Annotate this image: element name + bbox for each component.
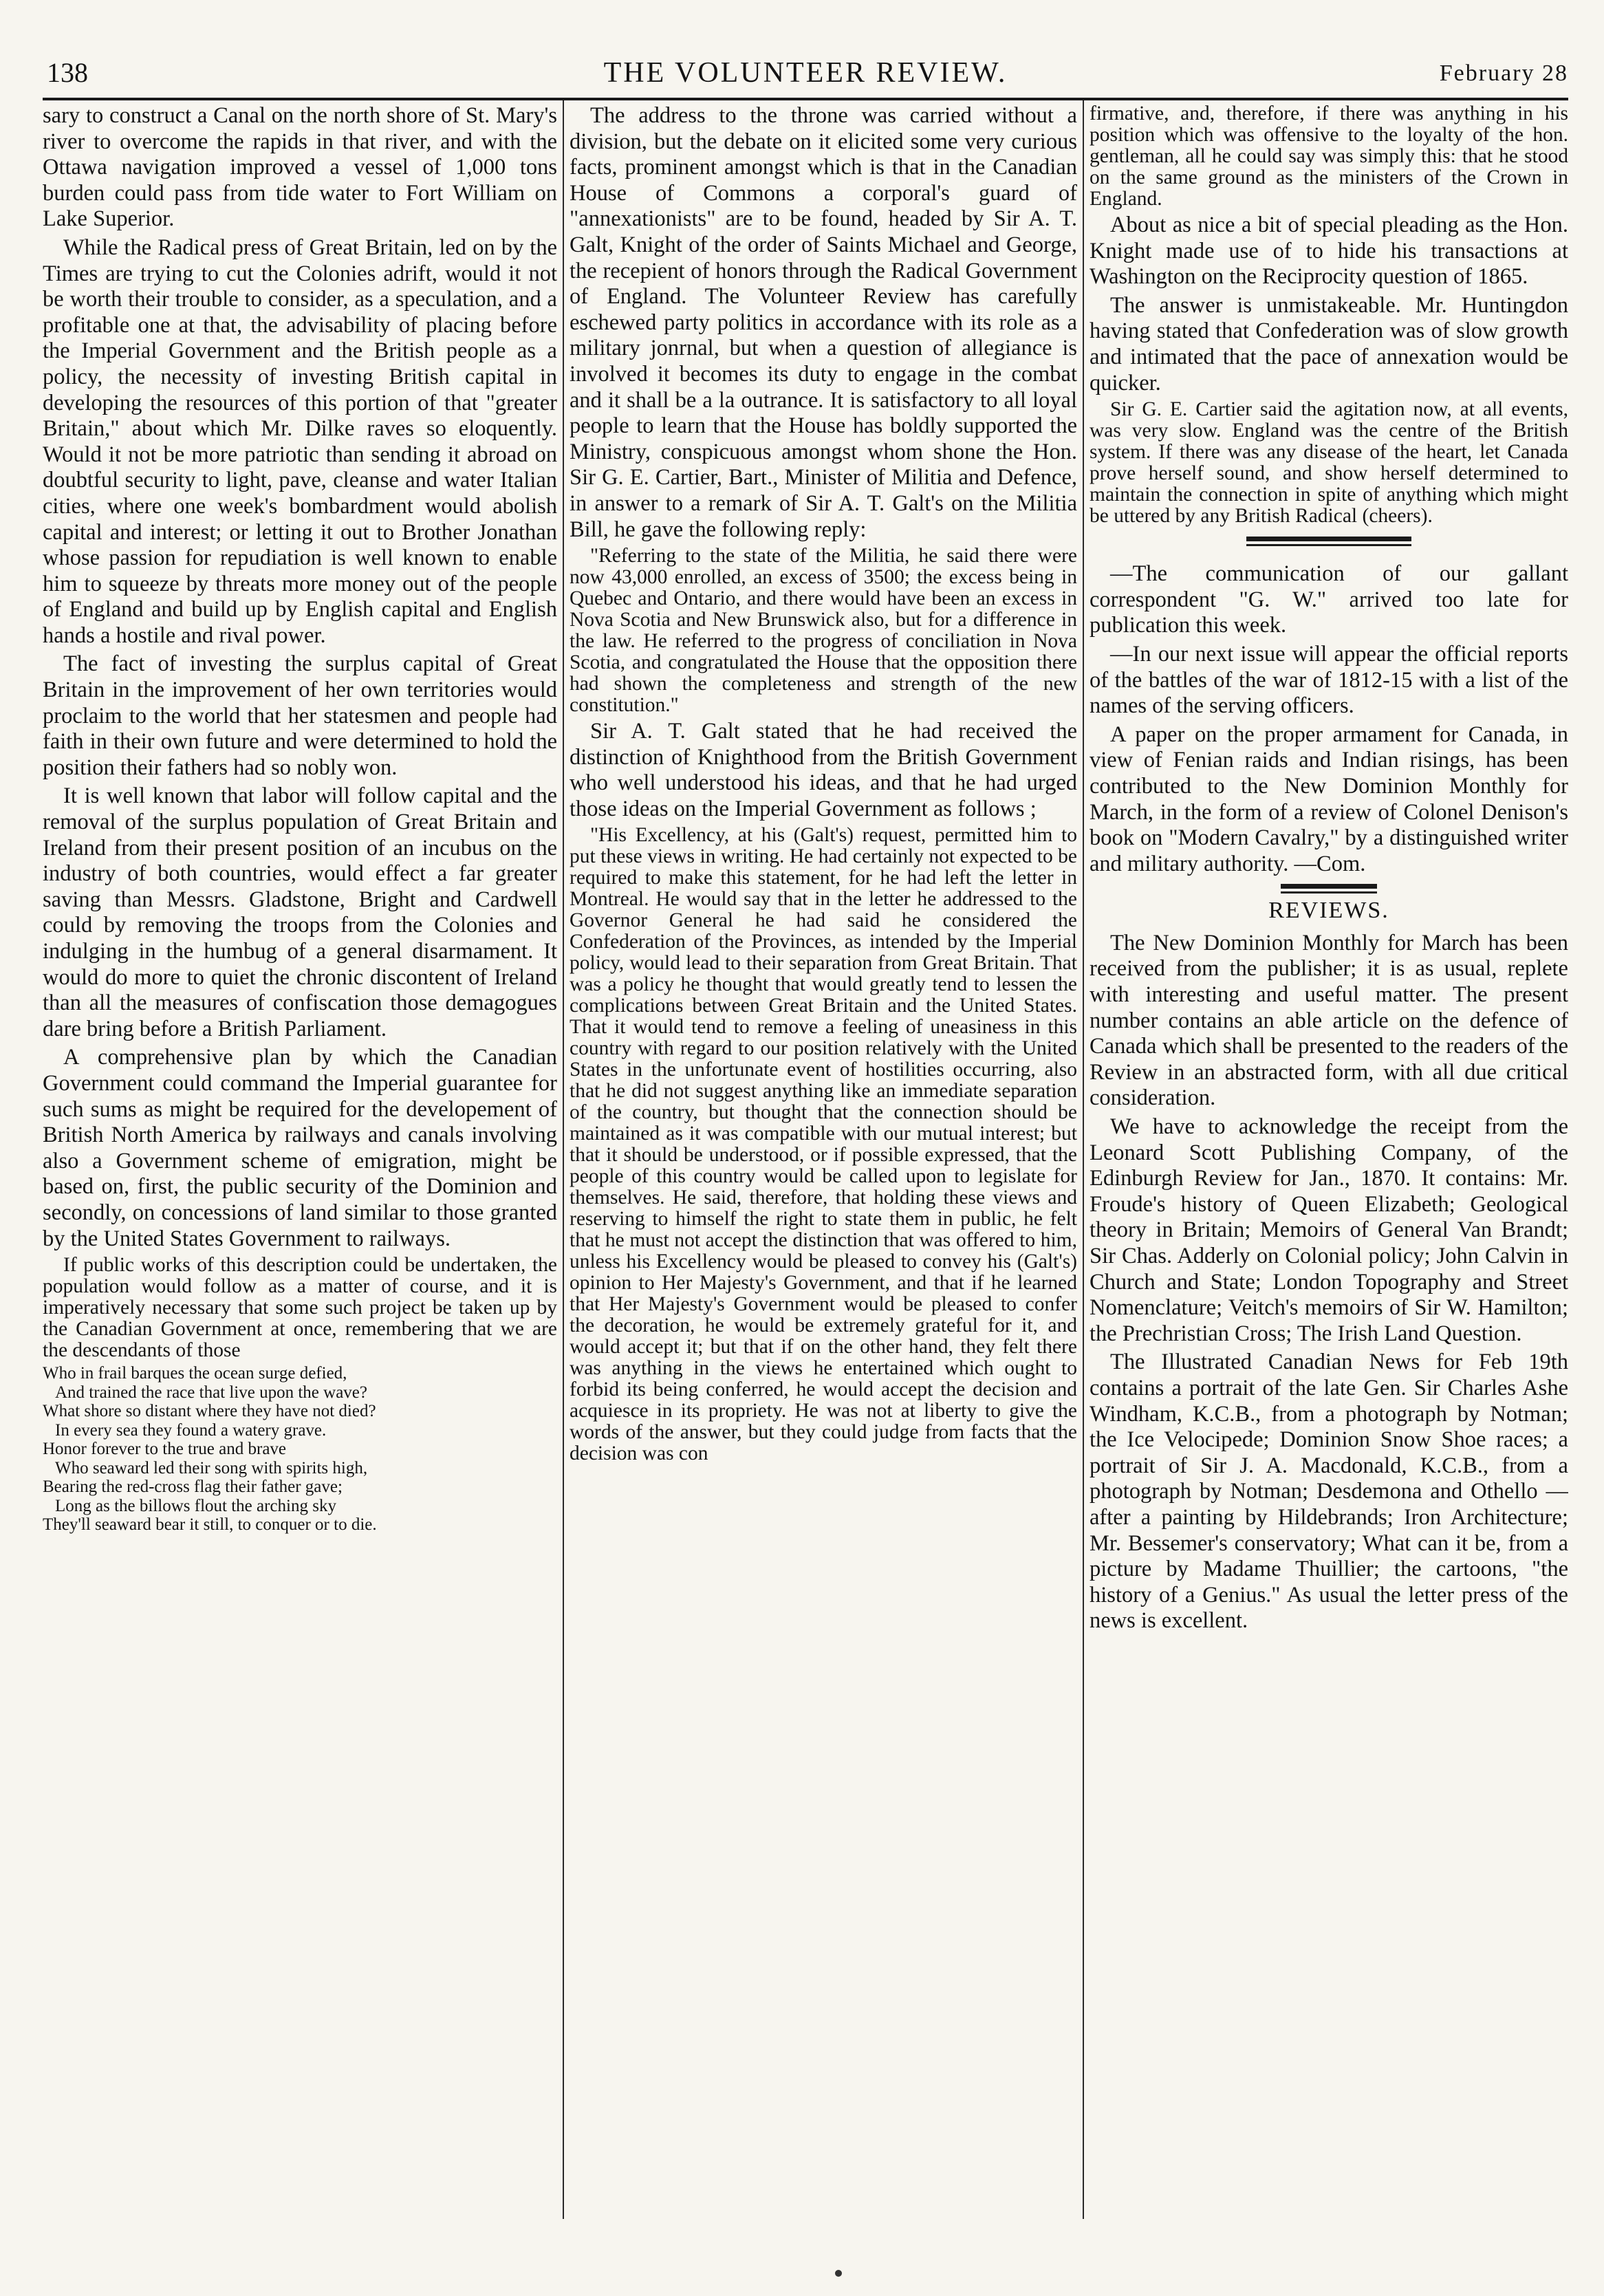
quote-excellency: "His Excellency, at his (Galt's) request, permitted him to put these views in writing. He had certainly not expected to be required to make this statement, for he had left the letter in Montreal. He would say that in the letter he addressed to the Governor General he had said he considered the Confederation of the Provinces, as intended by the Imperial policy, would lead to their separation from Great Britain. That was a policy he thought that would greatly tend to lessen the complications between Great Britain and the United States. That it would tend to remove a feeling of uneasiness in this country with regard to our position relatively with the United States in the unfortunate event of hostilities occurring, also that he did not suggest anything like an immediate separation of the country, but thought that the connection should be maintained as it was compatible with our mutual interest; but that it should be understood, or if possible expressed, that the people of this country would be called upon to legislate for themselves. He said, therefore, that holding these views and reserving to himself the right to state them in public, he felt that he must not accept the distinction that was offered to him, unless his Excellency would be pleased to convey his (Galt's) opinion to Her Majesty's Government, and that if he learned that Her Majesty's Government would be pleased to confer the decoration, he would be extremely grateful for it, and would accept it; but that if on the other hand, they felt there was anything in the views he entertained which ought to forbid its being conferred, he would accept the decision and acquiesce in its propriety. He was not at liberty to give the words of the answer, but they could judge from facts that the decision was con xyxy=(570,824,1077,1465)
notice-armament-paper: A paper on the proper armament for Canada, in view of Fenian raids and Indian risings, has been contributed to the New Dominion Monthly for March, in the form of a review of Colonel Denison's book on "Modern Cavalry," by a distinguished writer and military authority. —Com. xyxy=(1090,722,1568,876)
poem-line: They'll seaward bear it still, to conquer or to die. xyxy=(43,1515,377,1535)
paragraph-address-to-throne: The address to the throne was carried without a division, but the debate on it elicited some very curious facts, prominent amongst which is that in the Canadian House of Commons a corporal's guard of "annexationists" are to be found, headed by Sir A. T. Galt, Knight of the order of Saints Michael and George, the recepient of honors through the Radical Government of England. The Volunteer Review has carefully eschewed party politics in accordance with its role as a military jonrnal, but when a question of allegiance is involved it becomes its duty to engage in the combat and it shall be a la outrance. It is satisfactory to all loyal people to learn that the House has boldly supported the Ministry, conspicuous amongst whom shone the Hon. Sir G. E. Cartier, Bart., Minister of Militia and Defence, in answer to a remark of Sir A. T. Galt's on the Militia Bill, he gave the following reply: xyxy=(570,103,1077,542)
review-illustrated-news: The Illustrated Canadian News for Feb 19th contains a portrait of the late Gen. Sir Charles Ashe Windham, K.C.B., from a photograph by Notman; the Ice Velocipede; Dominion Snow Shoe races; a portrait of Sir J. A. Macdonald, K.C.B., from a photograph by Notman; Desdemona and Othello —after a painting by Hildebrands; Iron Architecture; Mr. Bessemer's conservatory; What can it be, from a picture by Madame Thuillier; the cartoons, "the history of a Genius." As usual the letter press of the news is excellent. xyxy=(1090,1350,1568,1634)
page-header xyxy=(43,56,1568,98)
paragraph-surplus-capital: The fact of investing the surplus capital of Great Britain in the improvement of her own territories would proclaim to the world that her statesmen and people had faith in their own future and were determined to hold the position their fathers had so nobly won. xyxy=(43,651,557,780)
poem-verse xyxy=(43,1364,557,1535)
poem-line: Who seaward led their song with spirits high, xyxy=(55,1458,368,1477)
poem-line: Long as the billows flout the arching sky xyxy=(55,1496,336,1515)
column-divider-1 xyxy=(563,100,564,2219)
poem-line: Bearing the red-cross flag their father gave; xyxy=(43,1477,343,1497)
poem-line: Who in frail barques the ocean surge defied, xyxy=(43,1364,347,1383)
poem-line: In every sea they found a watery grave. xyxy=(55,1420,327,1440)
review-new-dominion: The New Dominion Monthly for March has been received from the publisher; it is as usual, replete with interesting and useful matter. The present number contains an able article on the defence of Canada which shall be presented to the readers of the Review in an abstracted form, with all due critical consideration. xyxy=(1090,930,1568,1111)
paragraph-comprehensive-plan: A comprehensive plan by which the Canadian Government could command the Imperial guarantee for such sums as might be required for the developement of British North America by railways and canals involving also a Government scheme of emigration, might be based on, first, the public security of the Dominion and secondly, on concessions of land similar to those granted by the United States Government to railways. xyxy=(43,1045,557,1251)
reviews-divider xyxy=(1281,884,1377,894)
masthead-title: THE VOLUNTEER REVIEW. xyxy=(603,57,1008,89)
column-divider-2 xyxy=(1083,100,1084,2219)
paragraph-cartier: Sir G. E. Cartier said the agitation now, at all events, was very slow. England was the centre of the British system. If there was any disease of the heart, let Canada prove herself sound, and show herself determined to maintain the connection in spite of anything which might be uttered by any British Radical (cheers). xyxy=(1090,398,1568,528)
reviews-heading: REVIEWS. xyxy=(1268,898,1389,924)
paragraph-galt-knighthood: Sir A. T. Galt stated that he had received the distinction of Knighthood from the British Government who well understood his ideas, and that he had urged those ideas on the Imperial Government as follows ; xyxy=(570,719,1077,821)
paragraph-huntingdon: The answer is unmistakeable. Mr. Huntingdon having stated that Confederation was of slow growth and intimated that the pace of annexation would be quicker. xyxy=(1090,292,1568,396)
page-number: 138 xyxy=(47,57,88,88)
column-2 xyxy=(570,103,1077,2215)
header-rule xyxy=(43,98,1568,100)
paragraph-special-pleading: About as nice a bit of special pleading as the Hon. Knight made use of to hide his transactions at Washington on the Reciprocity question of 1865. xyxy=(1090,213,1568,290)
notice-correspondent: —The communication of our gallant correspondent "G. W." arrived too late for publication this week. xyxy=(1090,561,1568,638)
paragraph-canal: sary to construct a Canal on the north shore of St. Mary's river to overcome the rapids in that river, and with the Ottawa navigation improved a vessel of 1,000 tons burden could pass from tide water to Fort William on Lake Superior. xyxy=(43,103,557,232)
paragraph-public-works: If public works of this description could be undertaken, the population would follow as a matter of course, and it is imperatively necessary that some such project be taken up by the Canadian Government at once, remembering that we are the descendants of those xyxy=(43,1254,557,1362)
paragraph-radical-press: While the Radical press of Great Britain, led on by the Times are trying to cut the Colonies adrift, would it not be worth their trouble to consider, as a speculation, and a profitable one at that, the advisability of placing before the Imperial Government and the British people as a policy, the necessity of investing British capital in developing the resources of this portion of that "greater Britain," about which Mr. Dilke raves so eloquently. Would it not be more patriotic than sending it abroad on doubtful security to light, pave, cleanse and water Italian cities, where one week's bombardment would abolish capital and interest; or letting it out to Brother Jonathan whose passion for repudiation is well known to enable him to squeeze by threats more money out of the people of England and build up by English capital and English hands a hostile and rival power. xyxy=(43,235,557,648)
review-edinburgh: We have to acknowledge the receipt from the Leonard Scott Publishing Company, of the Edinburgh Review for Jan., 1870. It contains: Mr. Froude's history of Queen Elizabeth; Geological theory in Britain; Memoirs of General Van Brandt; Sir Chas. Adderly on Colonial policy; John Calvin in Church and State; London Topography and Street Nomenclature; Veitch's memoirs of Sir W. Hamilton; the Prechristian Cross; The Irish Land Question. xyxy=(1090,1114,1568,1346)
poem-line: And trained the race that live upon the wave? xyxy=(55,1383,367,1402)
quote-militia: "Referring to the state of the Militia, he said there were now 43,000 enrolled, an excess of 3500; the excess being in Quebec and Ontario, and there would have been an excess in Nova Scotia and New Brunswick also, but for a difference in the law. He referred to the progress of conciliation in Nova Scotia, and congratulated the House that the opposition there had shown the completeness and strength of the new constitution." xyxy=(570,545,1077,717)
poem-line: What shore so distant where they have not died? xyxy=(43,1402,376,1421)
column-3 xyxy=(1090,103,1568,2215)
paragraph-labor: It is well known that labor will follow capital and the removal of the surplus population of Great Britain and Ireland from their present position of an incubus on the industry of both countries, would effect a far greater saving than Messrs. Gladstone, Bright and Cardwell could by removing the troops from the Colonies and indulging in the humbug of a general disarmament. It would do more to quiet the chronic discontent of Ireland than all the measures of confiscation those demagogues dare bring before a British Parliament. xyxy=(43,783,557,1041)
column-1 xyxy=(43,103,557,2215)
issue-date: February 28 xyxy=(1439,61,1568,86)
section-divider xyxy=(1246,537,1411,546)
notice-next-issue: —In our next issue will appear the official reports of the battles of the war of 1812-15 with a list of the names of the serving officers. xyxy=(1090,641,1568,719)
paragraph-firmative: firmative, and, therefore, if there was anything in his position which was offensive to the loyalty of the hon. gentleman, all he could say was simply this: that he stood on the same ground as the ministers of the Crown in England. xyxy=(1090,103,1568,210)
print-mark xyxy=(835,2270,842,2277)
poem-line: Honor forever to the true and brave xyxy=(43,1440,287,1459)
